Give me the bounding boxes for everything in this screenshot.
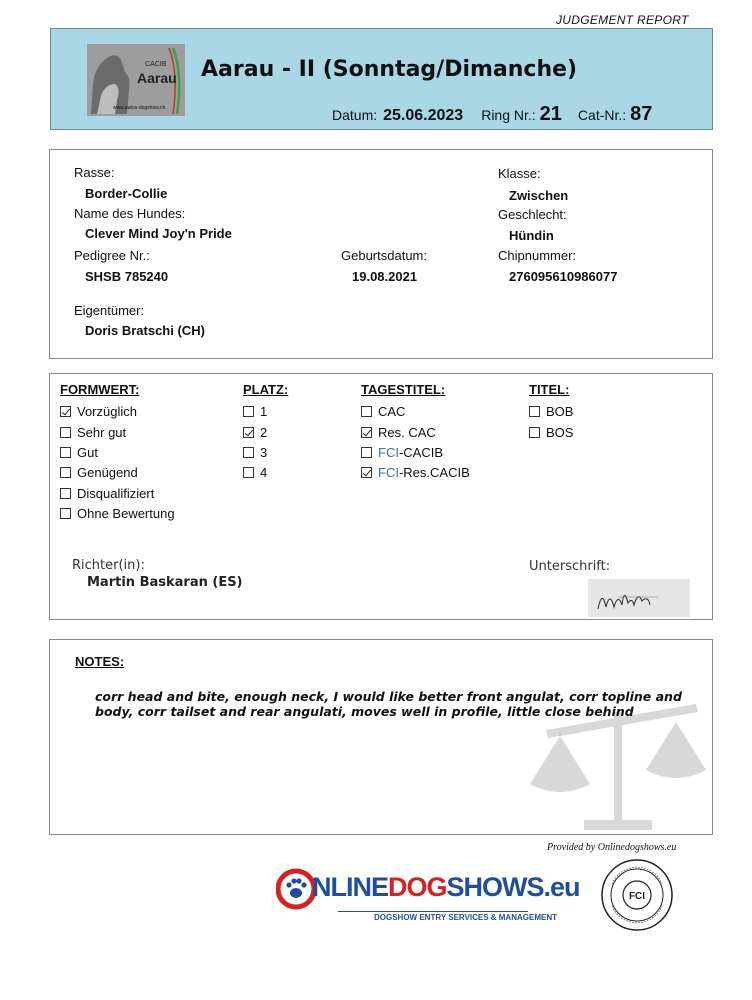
checkbox[interactable]: [243, 427, 254, 438]
show-logo: [87, 44, 185, 116]
cat-value: 87: [630, 103, 653, 125]
formwert-option[interactable]: [60, 486, 154, 501]
event-title: Aarau - II (Sonntag/Dimanche): [201, 57, 578, 82]
checkbox[interactable]: [529, 406, 540, 417]
notes-panel: [49, 639, 713, 835]
platz-option[interactable]: [243, 404, 267, 419]
fci-prefix: FCI: [378, 465, 399, 480]
breed-label: Rasse:: [74, 165, 115, 180]
provided-by: Provided by Onlinedogshows.eu: [547, 842, 677, 853]
tagestitel-option[interactable]: [361, 445, 443, 460]
option-label: 2: [260, 425, 268, 440]
formwert-option[interactable]: [60, 465, 138, 480]
option-label: Disqualifiziert: [77, 486, 155, 501]
ring-label: Ring Nr.:: [481, 107, 536, 123]
owner-value: Doris Bratschi (CH): [85, 323, 205, 338]
fci-seal-icon: [600, 858, 674, 932]
dog-details-panel: [49, 149, 713, 359]
checkbox[interactable]: [243, 467, 254, 478]
logo-badge: CACIB: [145, 61, 167, 68]
checkbox[interactable]: [60, 427, 71, 438]
chip-label: Chipnummer:: [498, 248, 577, 263]
ods-wordmark: NLINEDOGSHOWS.eu: [312, 872, 580, 902]
platz-heading: PLATZ:: [243, 382, 289, 397]
option-label: -Res.CACIB: [398, 465, 470, 480]
option-label: BOS: [546, 425, 574, 440]
tagestitel-option[interactable]: [361, 425, 436, 440]
signature-image: [588, 579, 690, 617]
option-label: Res. CAC: [378, 425, 436, 440]
formwert-option[interactable]: [60, 425, 126, 440]
birth-date-value: 19.08.2021: [352, 269, 418, 284]
class-value: Zwischen: [509, 188, 569, 203]
sex-label: Geschlecht:: [498, 207, 567, 222]
fci-seal-label: FCI: [628, 891, 646, 902]
ring-value: 21: [539, 103, 562, 125]
option-label: BOB: [546, 404, 574, 419]
pedigree-value: SHSB 785240: [85, 269, 169, 284]
checkbox[interactable]: [60, 508, 71, 519]
dog-name-value: Clever Mind Joy'n Pride: [85, 226, 232, 241]
sex-value: Hündin: [509, 228, 554, 243]
notes-text: corr head and bite, enough neck, I would like better front angulat, corr topline and body, corr tailset and rear angulati, moves well in profile, little close behind: [95, 689, 682, 719]
ods-tagline: DOGSHOW ENTRY SERVICES & MANAGEMENT: [374, 913, 557, 922]
formwert-heading: FORMWERT:: [60, 382, 140, 397]
option-label: Genügend: [77, 465, 138, 480]
checkbox[interactable]: [243, 406, 254, 417]
dog-name-label: Name des Hundes:: [74, 206, 186, 221]
option-label: 3: [260, 445, 268, 460]
checkbox[interactable]: [361, 427, 372, 438]
tagestitel-option[interactable]: [361, 465, 470, 480]
option-label: Gut: [77, 445, 98, 460]
breed-value: Border-Collie: [85, 186, 168, 201]
checkbox[interactable]: [361, 447, 372, 458]
checkbox[interactable]: [361, 406, 372, 417]
checkbox[interactable]: [243, 447, 254, 458]
platz-option[interactable]: [243, 445, 267, 460]
chip-value: 276095610986077: [509, 269, 618, 284]
class-label: Klasse:: [498, 166, 541, 181]
judge-name: Martin Baskaran (ES): [87, 575, 243, 590]
formwert-option[interactable]: [60, 445, 98, 460]
logo-text: Aarau: [137, 70, 177, 86]
pedigree-label: Pedigree Nr.:: [74, 248, 150, 263]
onlinedogshows-logo: [276, 866, 580, 928]
judge-label: Richter(in):: [72, 558, 145, 573]
option-label: 1: [260, 404, 268, 419]
event-meta: [332, 103, 652, 126]
option-label: Vorzüglich: [77, 404, 137, 419]
formwert-option[interactable]: [60, 506, 175, 521]
judging-panel: [49, 373, 713, 620]
tagestitel-option[interactable]: [361, 404, 405, 419]
option-label: 4: [260, 465, 268, 480]
checkbox[interactable]: [529, 427, 540, 438]
signature-label: Unterschrift:: [529, 559, 611, 574]
platz-option[interactable]: [243, 465, 267, 480]
signature-scribble-icon: [588, 579, 690, 617]
tagestitel-heading: TAGESTITEL:: [361, 382, 446, 397]
checkbox[interactable]: [361, 467, 372, 478]
date-label: Datum:: [332, 107, 378, 123]
logo-url: www.swiss-dogshow.ch: [113, 105, 166, 111]
option-label: -CACIB: [398, 445, 444, 460]
fci-prefix: FCI: [378, 445, 399, 460]
notes-heading: NOTES:: [75, 654, 125, 669]
date-value: 25.06.2023: [383, 107, 464, 124]
formwert-option[interactable]: [60, 404, 137, 419]
paw-icon: [276, 868, 316, 910]
checkbox[interactable]: [60, 467, 71, 478]
titel-option[interactable]: [529, 404, 573, 419]
event-header: [50, 28, 713, 130]
birth-date-label: Geburtsdatum:: [341, 248, 427, 263]
platz-option[interactable]: [243, 425, 267, 440]
option-label: Sehr gut: [77, 425, 127, 440]
checkbox[interactable]: [60, 488, 71, 499]
titel-option[interactable]: [529, 425, 573, 440]
cat-label: Cat-Nr.:: [577, 107, 627, 123]
owner-label: Eigentümer:: [74, 303, 145, 318]
checkbox[interactable]: [60, 447, 71, 458]
ods-divider: [338, 911, 528, 912]
option-label: CAC: [378, 404, 406, 419]
report-type-label: JUDGEMENT REPORT: [556, 13, 689, 27]
option-label: Ohne Bewertung: [77, 506, 175, 521]
checkbox[interactable]: [60, 406, 71, 417]
titel-heading: TITEL:: [529, 382, 570, 397]
